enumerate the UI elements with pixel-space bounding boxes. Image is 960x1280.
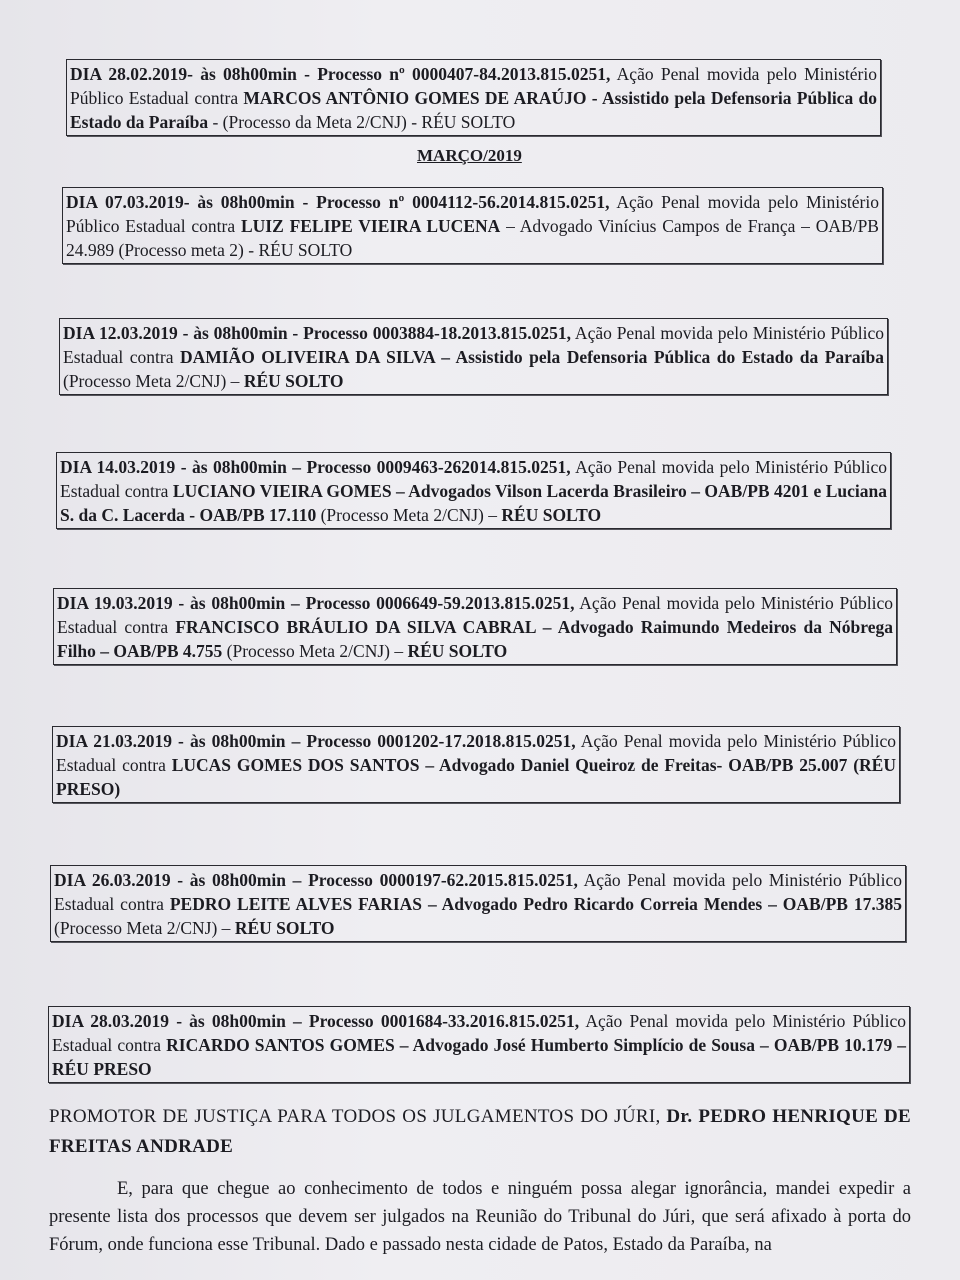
entry-status: RÉU SOLTO (407, 641, 508, 661)
entry-action: Ação Penal movida pelo Ministério Público Estadual contra (54, 870, 902, 914)
entry-counsel: – Assistido pela Defensoria Pública do Estado da Paraíba (434, 347, 884, 367)
entry-note: - (Processo da Meta 2/CNJ) - RÉU SOLTO (208, 112, 516, 132)
entry-counsel: – Advogado José Humberto Simplício de Sousa – OAB/PB 10.179 – RÉU PRESO (52, 1035, 907, 1079)
entry-action: Ação Penal movida pelo Ministério Público Estadual contra (70, 64, 877, 108)
entry-counsel: – Advogado Daniel Queiroz de Freitas- OAB/PB 25.007 (RÉU PRESO) (56, 755, 896, 799)
promotor-prefix: PROMOTOR DE JUSTIÇA PARA TODOS OS JULGAMENTOS DO JÚRI, (49, 1106, 667, 1127)
entry-action: Ação Penal movida pelo Ministério Público Estadual contra (63, 323, 884, 367)
entry-status: RÉU SOLTO (501, 505, 602, 525)
entry-defendant: LUCIANO VIEIRA GOMES (172, 481, 392, 501)
entry-date-process: DIA 26.03.2019 - às 08h00min – Processo 0000197-62.2015.815.0251, (54, 870, 578, 890)
entry-note: (Processo Meta 2/CNJ) – (63, 371, 244, 391)
entry-date-process: DIA 21.03.2019 - às 08h00min – Processo 0001202-17.2018.815.0251, (56, 731, 576, 751)
entry-action: Ação Penal movida pelo Ministério Público Estadual contra (66, 192, 879, 236)
entry-counsel: – Advogados Vilson Lacerda Brasileiro – OAB/PB 4201 e Luciana S. da C. Lacerda - OAB/PB 17.110 (60, 481, 887, 525)
closing-paragraph-text: E, para que chegue ao conhecimento de todos e ninguém possa alegar ignorância, mandei expedir a presente lista dos processos que devem ser julgados na Reunião do Tribunal do Júri, que será afixado à porta do Fórum, onde funciona esse Tribunal. Dado e passado nesta cidade de Patos, Estado da Paraíba, na (49, 1179, 911, 1255)
closing-paragraph (49, 1175, 911, 1259)
entry-defendant: FRANCISCO BRÁULIO DA SILVA CABRAL (175, 617, 536, 637)
entry-date-process: DIA 19.03.2019 - às 08h00min – Processo 0006649-59.2013.815.0251, (57, 593, 575, 613)
hearing-entry (59, 318, 888, 395)
entry-note: (Processo meta 2) - RÉU SOLTO (114, 240, 353, 260)
hearing-entry (62, 187, 883, 264)
entry-counsel: – Advogado Raimundo Medeiros da Nóbrega Filho – OAB/PB 4.755 (57, 617, 894, 661)
entry-date-process: DIA 12.03.2019 - às 08h00min - Processo 0003884-18.2013.815.0251, (63, 323, 572, 343)
entry-action: Ação Penal movida pelo Ministério Público Estadual contra (52, 1011, 906, 1055)
hearing-entry (66, 59, 881, 136)
entry-counsel: – Advogado Vinícius Campos de França – OAB/PB 24.989 (66, 216, 879, 260)
entry-defendant: DAMIÃO OLIVEIRA DA SILVA (179, 347, 435, 367)
hearing-entry (48, 1006, 910, 1083)
entry-action: Ação Penal movida pelo Ministério Público Estadual contra (57, 593, 893, 637)
entry-status: RÉU SOLTO (243, 371, 344, 391)
promotor-name: Dr. PEDRO HENRIQUE DE FREITAS ANDRADE (49, 1106, 911, 1157)
entry-counsel: - Assistido pela Defensoria Pública do Estado da Paraíba (70, 88, 877, 132)
entry-defendant: MARCOS ANTÔNIO GOMES DE ARAÚJO (243, 88, 587, 108)
hearing-entry (53, 588, 897, 665)
entry-action: Ação Penal movida pelo Ministério Público Estadual contra (60, 457, 887, 501)
entry-defendant: PEDRO LEITE ALVES FARIAS (169, 894, 423, 914)
entry-note: (Processo Meta 2/CNJ) – (316, 505, 502, 525)
entry-date-process: DIA 28.03.2019 - às 08h00min – Processo 0001684-33.2016.815.0251, (52, 1011, 580, 1031)
entry-note: (Processo Meta 2/CNJ) – (54, 918, 235, 938)
entry-defendant: LUCAS GOMES DOS SANTOS (171, 755, 420, 775)
hearing-entry (56, 452, 891, 529)
entry-date-process: DIA 14.03.2019 - às 08h00min – Processo 0009463-262014.815.0251, (60, 457, 571, 477)
hearing-entry (52, 726, 900, 803)
entry-note: (Processo Meta 2/CNJ) – (222, 641, 408, 661)
hearing-entry (50, 865, 906, 942)
entry-defendant: LUIZ FELIPE VIEIRA LUCENA (240, 216, 501, 236)
entry-action: Ação Penal movida pelo Ministério Público Estadual contra (56, 731, 896, 775)
month-heading: MARÇO/2019 (417, 146, 522, 165)
promotor-statement (49, 1102, 911, 1162)
entry-defendant: RICARDO SANTOS GOMES (166, 1035, 395, 1055)
entry-counsel: – Advogado Pedro Ricardo Correia Mendes – OAB/PB 17.385 (422, 894, 902, 914)
entry-date-process: DIA 07.03.2019- às 08h00min - Processo nº 0004112-56.2014.815.0251, (66, 192, 610, 212)
entry-date-process: DIA 28.02.2019- às 08h00min - Processo nº 0000407-84.2013.815.0251, (70, 64, 611, 84)
entry-status: RÉU SOLTO (234, 918, 335, 938)
